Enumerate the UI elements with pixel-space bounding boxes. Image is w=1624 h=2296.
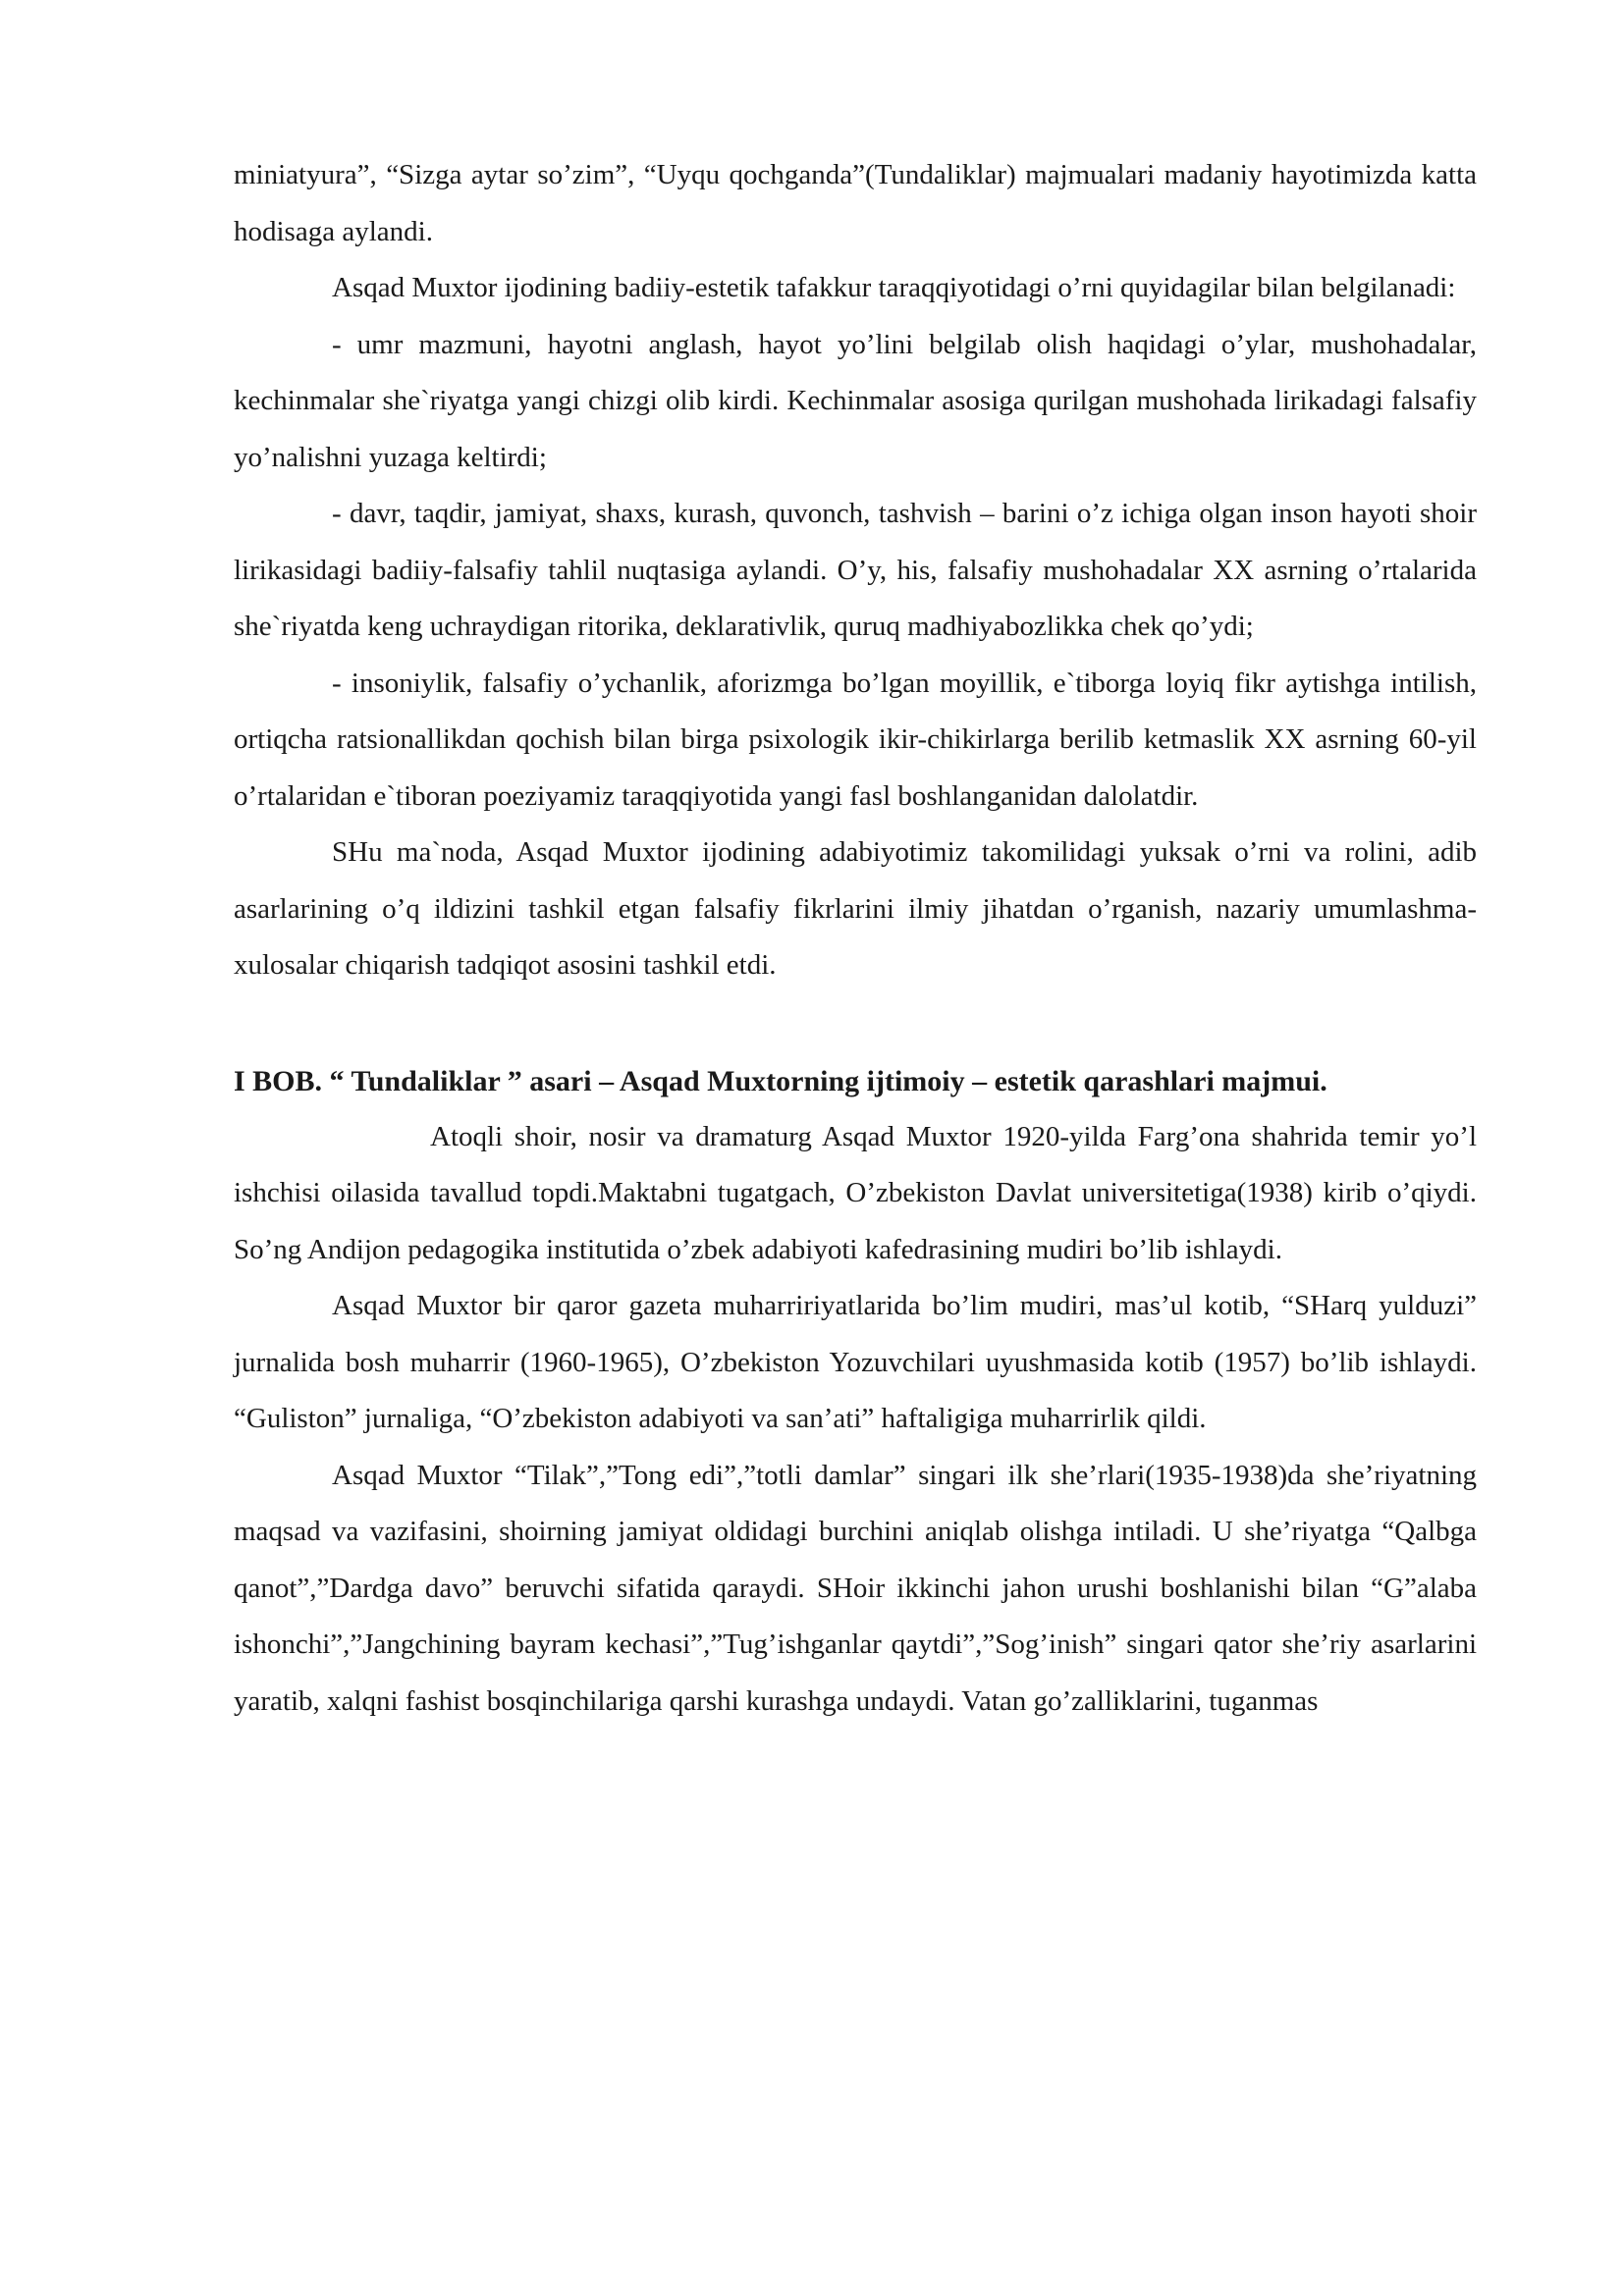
paragraph-biography: Atoqli shoir, nosir va dramaturg Asqad Muxtor 1920-yilda Farg’ona shahrida temir yo’l ishchisi oilasida tavallud topdi.Maktabni tugatgach, O’zbekiston Davlat universitetiga(1938) kirib o’qiydi. So’ng Andijon pedagogika institutida o’zbek adabiyoti kafedrasining mudiri bo’lib ishlaydi. — [234, 1120, 1477, 1265]
list-item-2: - davr, taqdir, jamiyat, shaxs, kurash, quvonch, tashvish – barini o’z ichiga olgan inson hayoti shoir lirikasidagi badiiy-falsafiy tahlil nuqtasiga aylandi. O’y, his, falsafiy mushohadalar XX asrning o’rtalarida she`riyatda keng uchraydigan ritorika, deklarativlik, quruq madhiyabozlikka chek qo’ydi; — [234, 498, 1477, 642]
paragraph-early-poems: Asqad Muxtor “Tilak”,”Tong edi”,”totli damlar” singari ilk she’rlari(1935-1938)da she’riyatning maqsad va vazifasini, shoirning jamiyat oldidagi burchini aniqlab olishga intiladi. U she’riyatga “Qalbga qanot”,”Dardga davo” beruvchi sifatida qaraydi. SHoir ikkinchi jahon urushi boshlanishi bilan “G”alaba ishonchi”,”Jangchining bayram kechasi”,”Tug’ishganlar qaytdi”,”Sog’inish” singari qator she’riy asarlarini yaratib, xalqni fashist bosqinchilariga qarshi kurashga undaydi. Vatan go’zalliklarini, tuganmas — [234, 1459, 1477, 1717]
chapter-heading: I BOB. “ Tundaliklar ” asari – Asqad Muxtorning ijtimoiy – estetik qarashlari majmui. — [234, 1064, 1327, 1097]
paragraph-career: Asqad Muxtor bir qaror gazeta muharririyatlarida bo’lim mudiri, mas’ul kotib, “SHarq yulduzi” jurnalida bosh muharrir (1960-1965), O’zbekiston Yozuvchilari uyushmasida kotib (1957) bo’lib ishlaydi. “Guliston” jurnaliga, “O’zbekiston adabiyoti va san’ati” haftaligiga muharrirlik qildi. — [234, 1290, 1477, 1434]
list-item-1: - umr mazmuni, hayotni anglash, hayot yo’lini belgilab olish haqidagi o’ylar, mushohadalar, kechinmalar she`riyatga yangi chizgi olib kirdi. Kechinmalar asosiga qurilgan mushohada lirikadagi falsafiy yo’nalishni yuzaga keltirdi; — [234, 328, 1477, 473]
paragraph-continuation: miniatyura”, “Sizga aytar so’zim”, “Uyqu qochganda”(Tundaliklar) majmualari madaniy hayotimizda katta hodisaga aylandi. — [234, 159, 1477, 247]
section-spacer — [234, 994, 1477, 1053]
document-page — [234, 147, 1477, 1730]
list-item-3: - insoniylik, falsafiy o’ychanlik, aforizmga bo’lgan moyillik, e`tiborga loyiq fikr aytishga intilish, ortiqcha ratsionallikdan qochish bilan birga psixologik ikir-chikirlarga berilib ketmaslik XX asrning 60-yil o’rtalaridan e`tiboran poeziyamiz taraqqiyotida yangi fasl boshlanganidan dalolatdir. — [234, 667, 1477, 812]
paragraph-intro: Asqad Muxtor ijodining badiiy-estetik tafakkur taraqqiyotidagi o’rni quyidagilar bilan belgilanadi: — [332, 272, 1456, 303]
paragraph-conclusion: SHu ma`noda, Asqad Muxtor ijodining adabiyotimiz takomilidagi yuksak o’rni va rolini, adib asarlarining o’q ildizini tashkil etgan falsafiy fikrlarini ilmiy jihatdan o’rganish, nazariy umumlashma-xulosalar chiqarish tadqiqot asosini tashkil etdi. — [234, 836, 1477, 981]
